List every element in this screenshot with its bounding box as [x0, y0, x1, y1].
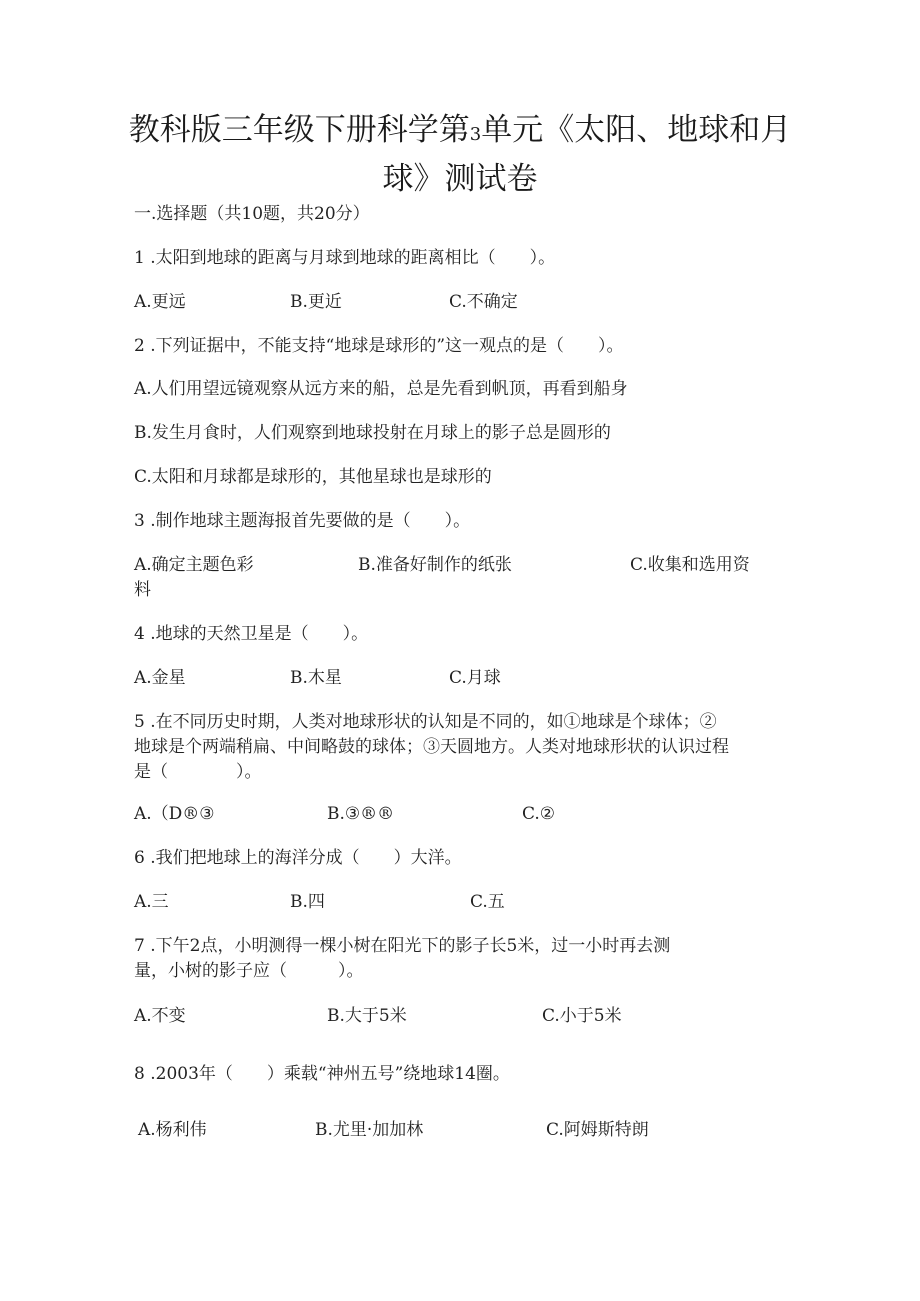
- q5-option-c[interactable]: C.②: [522, 804, 556, 824]
- question-8-stem: 8 .2003年（ ）乘载“神州五号”绕地球14圈。: [134, 1064, 510, 1084]
- question-3-stem: 3 .制作地球主题海报首先要做的是（ ）。: [134, 511, 471, 531]
- section-heading: 一.选择题（共10题，共20分）: [134, 204, 370, 224]
- question-7-stem-line-2: 量，小树的影子应（ ）。: [134, 961, 364, 981]
- question-2-stem: 2 .下列证据中，不能支持“地球是球形的”这一观点的是（ ）。: [134, 336, 624, 356]
- q7-option-a[interactable]: A.不变: [134, 1006, 186, 1026]
- title-part-b: 单元《太阳、地球和月: [481, 112, 792, 148]
- q6-option-a[interactable]: A.三: [134, 892, 169, 912]
- q5-option-a[interactable]: A.（D®③: [134, 804, 215, 824]
- q3-option-a[interactable]: A.确定主题色彩: [134, 555, 254, 575]
- q2-option-a[interactable]: A.人们用望远镜观察从远方来的船，总是先看到帆顶，再看到船身: [134, 379, 628, 399]
- q1-option-b[interactable]: B.更近: [290, 292, 342, 312]
- title-part-a: 教科版三年级下册科学第: [128, 112, 470, 148]
- question-5-stem-line-1: 5 .在不同历史时期，人类对地球形状的认知是不同的，如①地球是个球体；②: [134, 712, 717, 732]
- q3-option-c-wrap: 料: [134, 580, 151, 600]
- q3-option-c[interactable]: C.收集和选用资: [630, 555, 750, 575]
- q3-option-b[interactable]: B.准备好制作的纸张: [358, 555, 512, 575]
- q6-option-c[interactable]: C.五: [470, 892, 505, 912]
- question-7-stem-line-1: 7 .下午2点，小明测得一棵小树在阳光下的影子长5米，过一小时再去测: [134, 936, 671, 956]
- q1-option-c[interactable]: C.不确定: [449, 292, 518, 312]
- q5-option-b[interactable]: B.③®®: [327, 804, 395, 824]
- q6-option-b[interactable]: B.四: [290, 892, 325, 912]
- q2-option-b[interactable]: B.发生月食时，人们观察到地球投射在月球上的影子总是圆形的: [134, 423, 611, 443]
- q7-option-b[interactable]: B.大于5米: [327, 1006, 407, 1026]
- title-line-2: 球》测试卷: [382, 161, 538, 197]
- question-5-stem-line-2: 地球是个两端稍扁、中间略鼓的球体；③天圆地方。人类对地球形状的认识过程: [134, 737, 729, 757]
- q4-option-a[interactable]: A.金星: [134, 668, 186, 688]
- question-4-stem: 4 .地球的天然卫星是（ ）。: [134, 624, 369, 644]
- q8-option-b[interactable]: B.尤里·加加林: [315, 1120, 424, 1140]
- title-unit-number: 3: [469, 124, 482, 145]
- q1-option-a[interactable]: A.更远: [134, 292, 186, 312]
- q8-option-a[interactable]: A.杨利伟: [138, 1120, 207, 1140]
- page-title: [120, 108, 800, 201]
- q7-option-c[interactable]: C.小于5米: [542, 1006, 622, 1026]
- q2-option-c[interactable]: C.太阳和月球都是球形的，其他星球也是球形的: [134, 467, 492, 487]
- question-1-stem: 1 .太阳到地球的距离与月球到地球的距离相比（ ）。: [134, 248, 556, 268]
- question-6-stem: 6 .我们把地球上的海洋分成（ ）大洋。: [134, 848, 462, 868]
- q4-option-b[interactable]: B.木星: [290, 668, 342, 688]
- q8-option-c[interactable]: C.阿姆斯特朗: [546, 1120, 649, 1140]
- q4-option-c[interactable]: C.月球: [449, 668, 501, 688]
- title-line-1: [120, 108, 800, 157]
- question-5-stem-line-3: 是（ ）。: [134, 762, 262, 782]
